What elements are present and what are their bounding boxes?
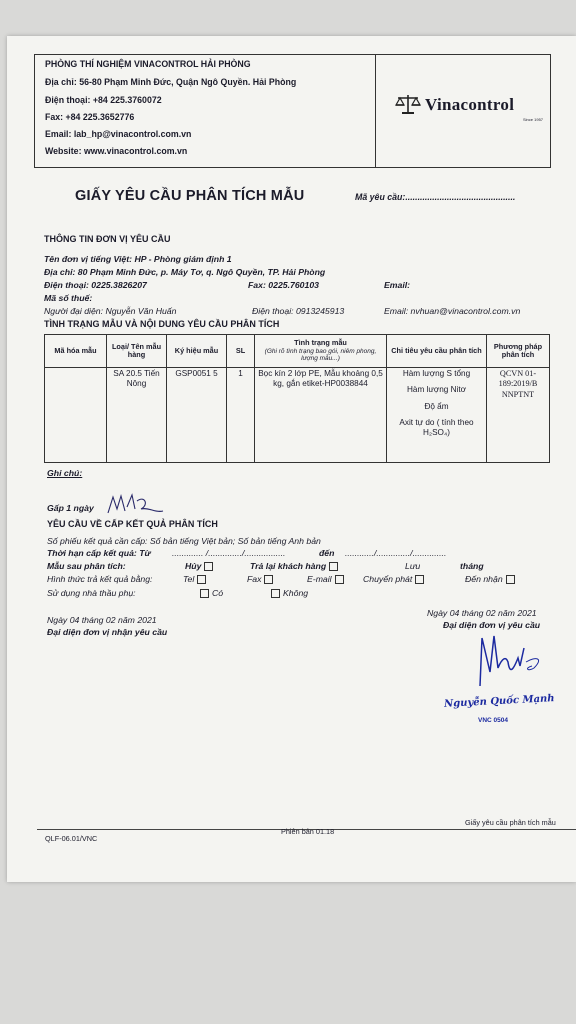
option-post[interactable] (363, 574, 424, 584)
left-signature-title: Đại diện đơn vị nhận yêu cầu (47, 627, 168, 637)
subcontract-label: Sử dụng nhà thầu phụ: (47, 588, 136, 598)
lab-name: PHÒNG THÍ NGHIỆM VINACONTROL HẢI PHÒNG (45, 59, 251, 69)
cell-sample-code (45, 368, 107, 463)
option-destroy[interactable] (185, 561, 213, 571)
checkbox-no[interactable] (271, 589, 280, 598)
option-tel-label: Tel (183, 574, 195, 584)
deadline-to: ............/............../.............. (345, 548, 447, 558)
handwritten-initials (105, 491, 167, 519)
option-no[interactable] (271, 588, 308, 598)
header-sample-code: Mã hóa mẫu (45, 335, 107, 368)
option-fax-label: Fax (247, 574, 262, 584)
signer-code: VNC 0504 (478, 717, 508, 724)
table-row (45, 368, 550, 463)
scales-icon (395, 93, 421, 115)
urgent-note: Gấp 1 ngày (47, 503, 94, 513)
cell-condition: Bọc kín 2 lớp PE, Mẫu khoảng 0,5 kg, gắn etiket-HP0038844 (255, 368, 387, 463)
option-yes-label: Có (212, 588, 224, 598)
checkbox-post[interactable] (415, 575, 424, 584)
left-signature-date: Ngày 04 tháng 02 năm 2021 (47, 615, 157, 625)
checkbox-tel[interactable] (197, 575, 206, 584)
option-fax[interactable] (247, 574, 273, 584)
option-email-label: E-mail (307, 574, 332, 584)
form-name: Giấy yêu cầu phân tích mẫu (465, 818, 556, 827)
requester-representative: Người đại diện: Nguyễn Văn Huấn (44, 306, 177, 316)
checkbox-return[interactable] (329, 562, 338, 571)
header-indicators: Chỉ tiêu yêu cầu phân tích (387, 335, 487, 368)
right-signature-title: Đại diện đơn vị yêu cầu (443, 620, 541, 630)
requester-address: Địa chỉ: 80 Phạm Minh Đức, p. Máy Tơ, q. Ngô Quyền, TP. Hải Phòng (44, 267, 326, 277)
cell-indicators (387, 368, 487, 463)
samples-section-title: TÌNH TRẠNG MẪU VÀ NỘI DUNG YÊU CẦU PHÂN TÍCH (44, 319, 280, 329)
representative-phone: Điện thoại: 0913245913 (252, 306, 345, 316)
indicator-item: Axit tự do ( tính theo H₂SO₄) (399, 417, 474, 437)
handwritten-signature (462, 628, 542, 688)
delivery-label: Hình thức trả kết quả bằng: (47, 574, 153, 584)
after-analysis-label: Mẫu sau phân tích: (47, 561, 126, 571)
form-title: GIẤY YÊU CẦU PHÂN TÍCH MẪU (75, 188, 305, 204)
checkbox-fax[interactable] (264, 575, 273, 584)
checkbox-pickup[interactable] (506, 575, 515, 584)
document-page (7, 36, 576, 882)
notes-label: Ghi chú: (47, 468, 83, 478)
header-quantity: SL (227, 335, 255, 368)
option-destroy-label: Hủy (185, 561, 202, 571)
deadline-from: ............. /............../................. (172, 548, 286, 558)
option-yes[interactable] (200, 588, 223, 598)
checkbox-destroy[interactable] (204, 562, 213, 571)
cell-quantity: 1 (227, 368, 255, 463)
header-method: Phương pháp phân tích (487, 335, 550, 368)
table-header-row (45, 335, 550, 368)
form-code: QLF-06.01/VNC (45, 834, 98, 843)
cell-sample-symbol: GSP0051 5 (167, 368, 227, 463)
indicator-item: Hàm lượng Nitơ (407, 385, 466, 395)
indicator-item: Hàm lượng S tổng (402, 369, 471, 378)
indicator-item: Độ ẩm (424, 401, 449, 411)
requester-phone: Điện thoại: 0225.3826207 (44, 280, 147, 290)
option-keep-label: Lưu (405, 561, 421, 571)
logo-text: Vinacontrol (425, 95, 515, 114)
cell-method: QCVN 01-189:2019/B NNPTNT (487, 368, 550, 463)
samples-table (44, 334, 550, 463)
lab-fax: Fax: +84 225.3652776 (45, 112, 135, 122)
header-condition (255, 335, 387, 368)
header-sample-type: Loại/ Tên mẫu hàng (107, 335, 167, 368)
requester-name: Tên đơn vị tiếng Việt: HP - Phòng giám định 1 (44, 254, 232, 264)
form-version: Phiên bản 01.18 (281, 827, 335, 836)
option-pickup[interactable] (465, 574, 515, 584)
lab-address: Địa chỉ: 56-80 Phạm Minh Đức, Quận Ngô Quyền. Hải Phòng (45, 77, 297, 87)
requester-section-title: THÔNG TIN ĐƠN VỊ YÊU CẦU (44, 234, 171, 244)
lab-website: Website: www.vinacontrol.com.vn (45, 146, 188, 156)
option-pickup-label: Đến nhận (465, 574, 503, 584)
option-return[interactable] (250, 561, 338, 571)
cell-sample-type: SA 20.5 Tiến Nông (107, 368, 167, 463)
lab-email: Email: lab_hp@vinacontrol.com.vn (45, 129, 192, 139)
header-divider (375, 55, 376, 167)
requester-fax: Fax: 0225.760103 (248, 280, 320, 290)
keep-months-label: tháng (460, 561, 484, 571)
right-signature-date: Ngày 04 tháng 02 năm 2021 (427, 608, 537, 618)
option-tel[interactable] (183, 574, 206, 584)
signer-name: Nguyễn Quốc Mạnh (443, 693, 555, 710)
option-email[interactable] (307, 574, 344, 584)
checkbox-email[interactable] (335, 575, 344, 584)
copies-requirement: Số phiếu kết quả cần cấp: Số bản tiếng Việt bản; Số bản tiếng Anh bản (47, 536, 321, 546)
deadline-to-label: đến (319, 548, 335, 558)
option-post-label: Chuyển phát (363, 574, 413, 584)
requester-email-label: Email: (384, 280, 411, 290)
checkbox-yes[interactable] (200, 589, 209, 598)
deadline-label: Thời hạn cấp kết quả: Từ (47, 548, 151, 558)
header-condition-note: (Ghi rõ tình trạng bao gói, niêm phong, lượng mẫu...) (264, 347, 377, 363)
requester-tax-code: Mã số thuế: (44, 293, 93, 303)
option-no-label: Không (283, 588, 309, 598)
request-number: Mã yêu cầu:............................................. (355, 192, 516, 202)
representative-email: Email: nvhuan@vinacontrol.com.vn (384, 306, 521, 316)
result-section-title: YÊU CẦU VỀ CẤP KẾT QUẢ PHÂN TÍCH (47, 519, 218, 529)
option-return-label: Trả lại khách hàng (250, 561, 327, 571)
logo-since: Since 1957 (523, 117, 544, 122)
letterhead-box (34, 54, 551, 168)
header-sample-symbol: Ký hiệu mẫu (167, 335, 227, 368)
lab-phone: Điện thoại: +84 225.3760072 (45, 95, 162, 105)
header-condition-label: Tình trạng mẫu (294, 338, 347, 348)
